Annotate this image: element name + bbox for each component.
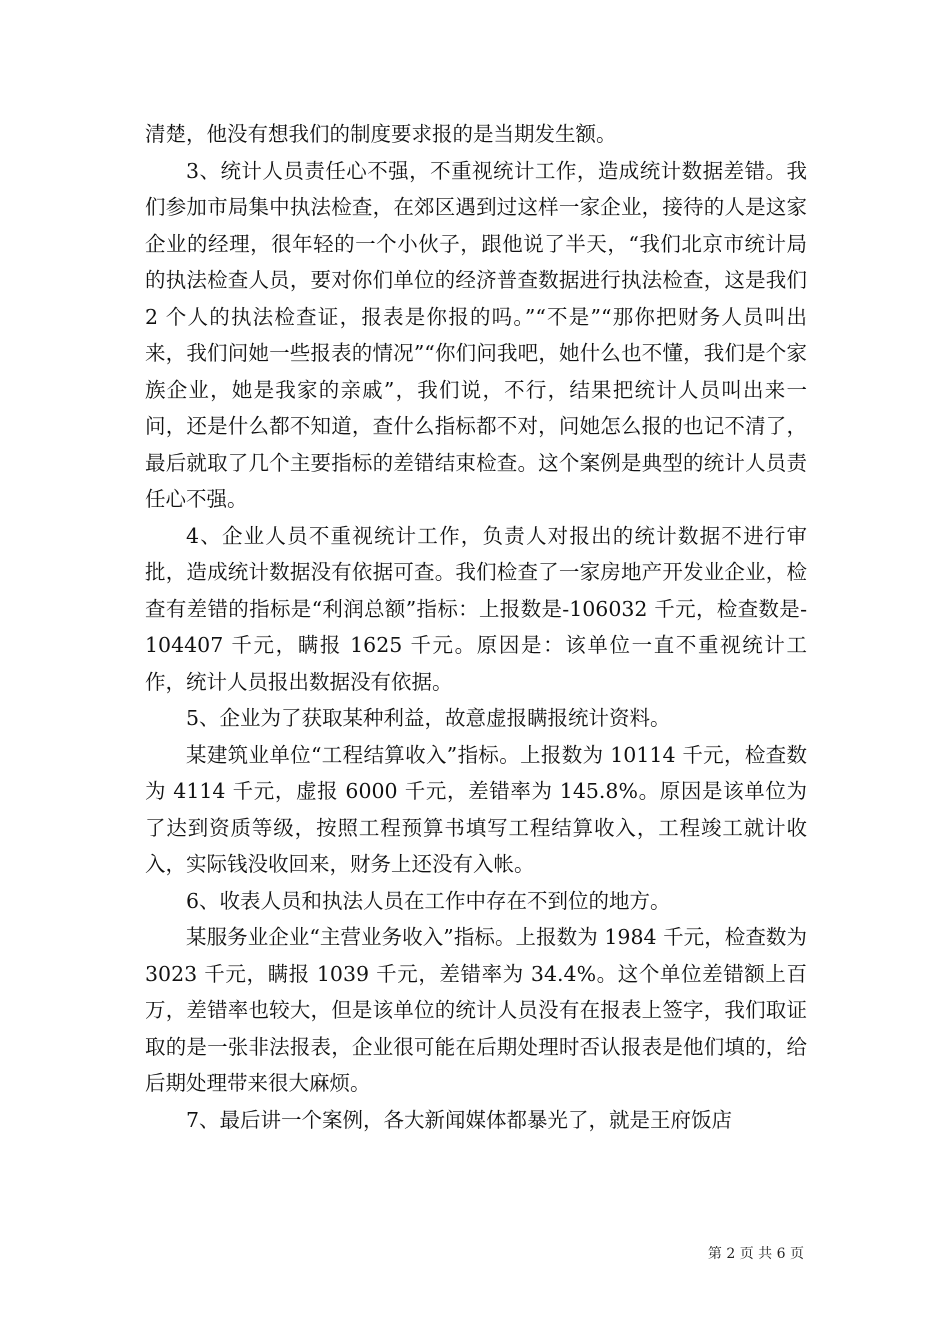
document-body (145, 116, 807, 1138)
paragraph-item-3: 3、统计人员责任心不强，不重视统计工作，造成统计数据差错。我们参加市局集中执法检查，在郊区遇到过这样一家企业，接待的人是这家企业的经理，很年轻的一个小伙子，跟他说了半天，“我们北京市统计局的执法检查人员，要对你们单位的经济普查数据进行执法检查，这是我们 2 个人的执法检查证，报表是你报的吗。”“不是”“那你把财务人员叫出来，我们问她一些报表的情况”“你们问我吧，她什么也不懂，我们是个家族企业，她是我家的亲戚”，我们说，不行，结果把统计人员叫出来一问，还是什么都不知道，查什么指标都不对，问她怎么报的也记不清了，最后就取了几个主要指标的差错结束检查。这个案例是典型的统计人员责任心不强。 (145, 158, 807, 511)
paragraph-item-7: 7、最后讲一个案例，各大新闻媒体都暴光了，就是王府饭店 (186, 1107, 733, 1132)
paragraph-item-5: 5、企业为了获取某种利益，故意虚报瞒报统计资料。 (186, 706, 671, 730)
paragraph-item-4: 4、企业人员不重视统计工作，负责人对报出的统计数据不进行审批，造成统计数据没有依据可查。我们检查了一家房地产开发业企业，检查有差错的指标是“利润总额”指标：上报数是-106032 千元，检查数是-104407 千元，瞒报 1625 千元。原因是：该单位一直不重视统计工作，统计人员报出数据没有依据。 (145, 523, 807, 694)
paragraph-case-service: 某服务业企业“主营业务收入”指标。上报数为 1984 千元，检查数为 3023 千元，瞒报 1039 千元，差错率为 34.4%。这个单位差错额上百万，差错率也较大，但是该单位的统计人员没有在报表上签字，我们取证取的是一张非法报表，企业很可能在后期处理时否认报表是他们填的，给后期处理带来很大麻烦。 (145, 925, 807, 1095)
paragraph-item-6: 6、收表人员和执法人员在工作中存在不到位的地方。 (186, 888, 671, 913)
paragraph-case-construction: 某建筑业单位“工程结算收入”指标。上报数为 10114 千元，检查数为 4114 千元，虚报 6000 千元，差错率为 145.8%。原因是该单位为了达到资质等级，按照工程预算书填写工程结算收入，工程竣工就计收入，实际钱没收回来，财务上还没有入帐。 (145, 742, 807, 876)
paragraph-continuation: 清楚，他没有想我们的制度要求报的是当期发生额。 (145, 122, 617, 146)
page-number: 第 2 页 共 6 页 (707, 1246, 804, 1262)
